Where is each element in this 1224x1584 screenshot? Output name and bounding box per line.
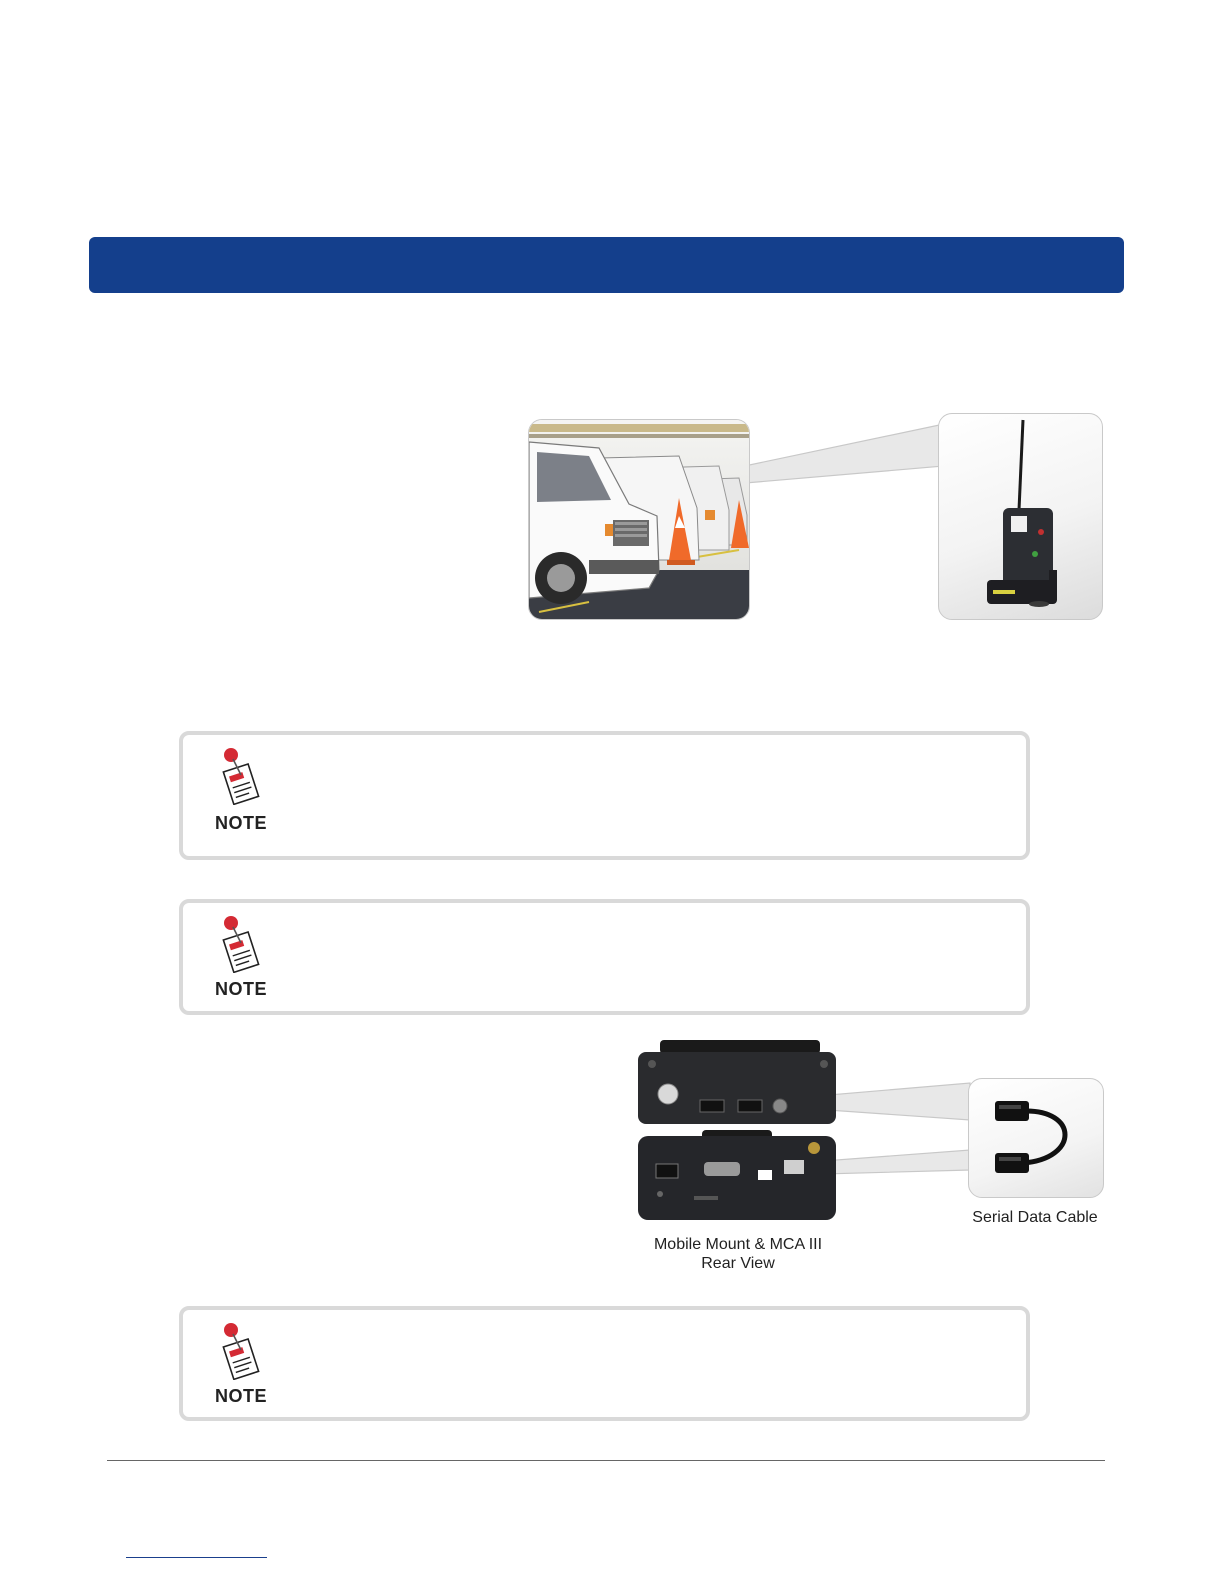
mount-rear-view-photo [638, 1040, 838, 1222]
pushpin-note-icon [219, 747, 263, 805]
device-photo [938, 413, 1103, 620]
cable-caption: Serial Data Cable [972, 1209, 1098, 1226]
note-box [179, 899, 1030, 1015]
pushpin-note-icon [219, 1322, 263, 1380]
vans-photo [528, 419, 750, 620]
pushpin-note-icon [219, 915, 263, 973]
section-header-band [89, 237, 1124, 293]
footer-link-underline[interactable] [126, 1557, 267, 1558]
mount-caption [636, 1235, 840, 1273]
mount-caption-line2: Rear View [701, 1255, 775, 1272]
note-label: NOTE [215, 979, 268, 999]
mount-caption-line1: Mobile Mount & MCA III [653, 1236, 823, 1253]
serial-cable-photo [968, 1078, 1104, 1198]
note-box [179, 731, 1030, 860]
note-label: NOTE [215, 813, 268, 833]
note-label: NOTE [215, 1386, 268, 1406]
note-box [179, 1306, 1030, 1421]
footer-rule [107, 1460, 1105, 1461]
